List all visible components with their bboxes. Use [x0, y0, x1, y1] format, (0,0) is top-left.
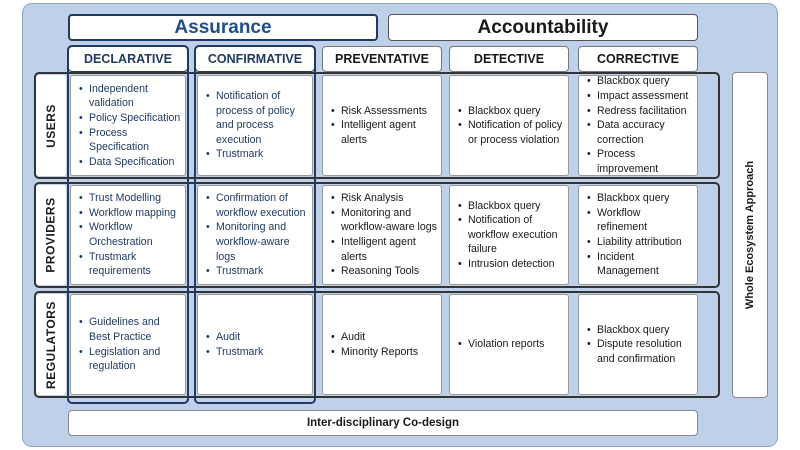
list-item: • Trustmark requirements — [79, 250, 181, 279]
list-item: • Trustmark — [206, 147, 308, 162]
list-item: • Impact assessment — [587, 89, 693, 104]
row-label-users: USERS — [36, 75, 66, 176]
list-item: • Intelligent agent alerts — [331, 235, 437, 264]
list-item: • Trustmark — [206, 264, 308, 279]
cell-providers-preventative — [322, 185, 442, 285]
column-header-declarative: DECLARATIVE — [68, 46, 188, 72]
list-item: • Risk Assessments — [331, 104, 437, 119]
declarative-column-outline — [67, 45, 189, 404]
list-item: • Blackbox query — [587, 191, 693, 206]
assurance-header: Assurance — [68, 14, 378, 41]
list-item: • Minority Reports — [331, 345, 418, 360]
list-item: • Audit — [331, 330, 418, 345]
cell-users-detective — [449, 75, 569, 176]
list-item: • Policy Specification — [79, 111, 181, 126]
list-item: • Monitoring and workflow-aware logs — [331, 206, 437, 235]
list-item: • Trustmark — [206, 345, 263, 360]
list-item: • Intelligent agent alerts — [331, 118, 437, 147]
row-label-regulators: REGULATORS — [36, 294, 66, 395]
list-item: • Workflow mapping — [79, 206, 181, 221]
list-item: • Monitoring and workflow-aware logs — [206, 220, 308, 264]
list-item: • Process Specification — [79, 126, 181, 155]
list-item: • Process improvement — [587, 147, 693, 176]
list-item: • Workflow Orchestration — [79, 220, 181, 249]
cell-providers-corrective — [578, 185, 698, 285]
accountability-header: Accountability — [388, 14, 698, 41]
co-design-box: Inter-disciplinary Co-design — [68, 410, 698, 436]
list-item: • Blackbox query — [587, 74, 693, 89]
list-item: • Data Specification — [79, 155, 181, 170]
list-item: • Notification of policy or process violation — [458, 118, 564, 147]
list-item: • Guidelines and Best Practice — [79, 315, 181, 344]
list-item: • Blackbox query — [587, 323, 693, 338]
list-item: • Confirmation of workflow execution — [206, 191, 308, 220]
list-item: • Redress facilitation — [587, 104, 693, 119]
cell-users-corrective — [578, 75, 698, 176]
list-item: • Data accuracy correction — [587, 118, 693, 147]
column-header-corrective: CORRECTIVE — [578, 46, 698, 72]
column-header-preventative: PREVENTATIVE — [322, 46, 442, 72]
list-item: • Notification of workflow execution failure — [458, 213, 564, 257]
whole-ecosystem-box: Whole Ecosystem Approach — [732, 72, 768, 398]
column-header-detective: DETECTIVE — [449, 46, 569, 72]
list-item: • Blackbox query — [458, 199, 564, 214]
row-label-providers: PROVIDERS — [36, 185, 66, 285]
cell-users-preventative — [322, 75, 442, 176]
list-item: • Dispute resolution and confirmation — [587, 337, 693, 366]
list-item: • Risk Analysis — [331, 191, 437, 206]
list-item: • Independent validation — [79, 82, 181, 111]
list-item: • Intrusion detection — [458, 257, 564, 272]
confirmative-column-outline — [194, 45, 316, 404]
list-item: • Workflow refinement — [587, 206, 693, 235]
list-item: • Violation reports — [458, 337, 544, 352]
list-item: • Trust Modelling — [79, 191, 181, 206]
list-item: • Reasoning Tools — [331, 264, 437, 279]
cell-regulators-preventative — [322, 294, 442, 395]
list-item: • Incident Management — [587, 250, 693, 279]
list-item: • Legislation and regulation — [79, 345, 181, 374]
list-item: • Audit — [206, 330, 263, 345]
list-item: • Liability attribution — [587, 235, 693, 250]
column-header-confirmative: CONFIRMATIVE — [195, 46, 315, 72]
list-item: • Blackbox query — [458, 104, 564, 119]
cell-providers-detective — [449, 185, 569, 285]
cell-regulators-detective — [449, 294, 569, 395]
cell-regulators-corrective — [578, 294, 698, 395]
list-item: • Notification of process of policy and process execution — [206, 89, 308, 147]
